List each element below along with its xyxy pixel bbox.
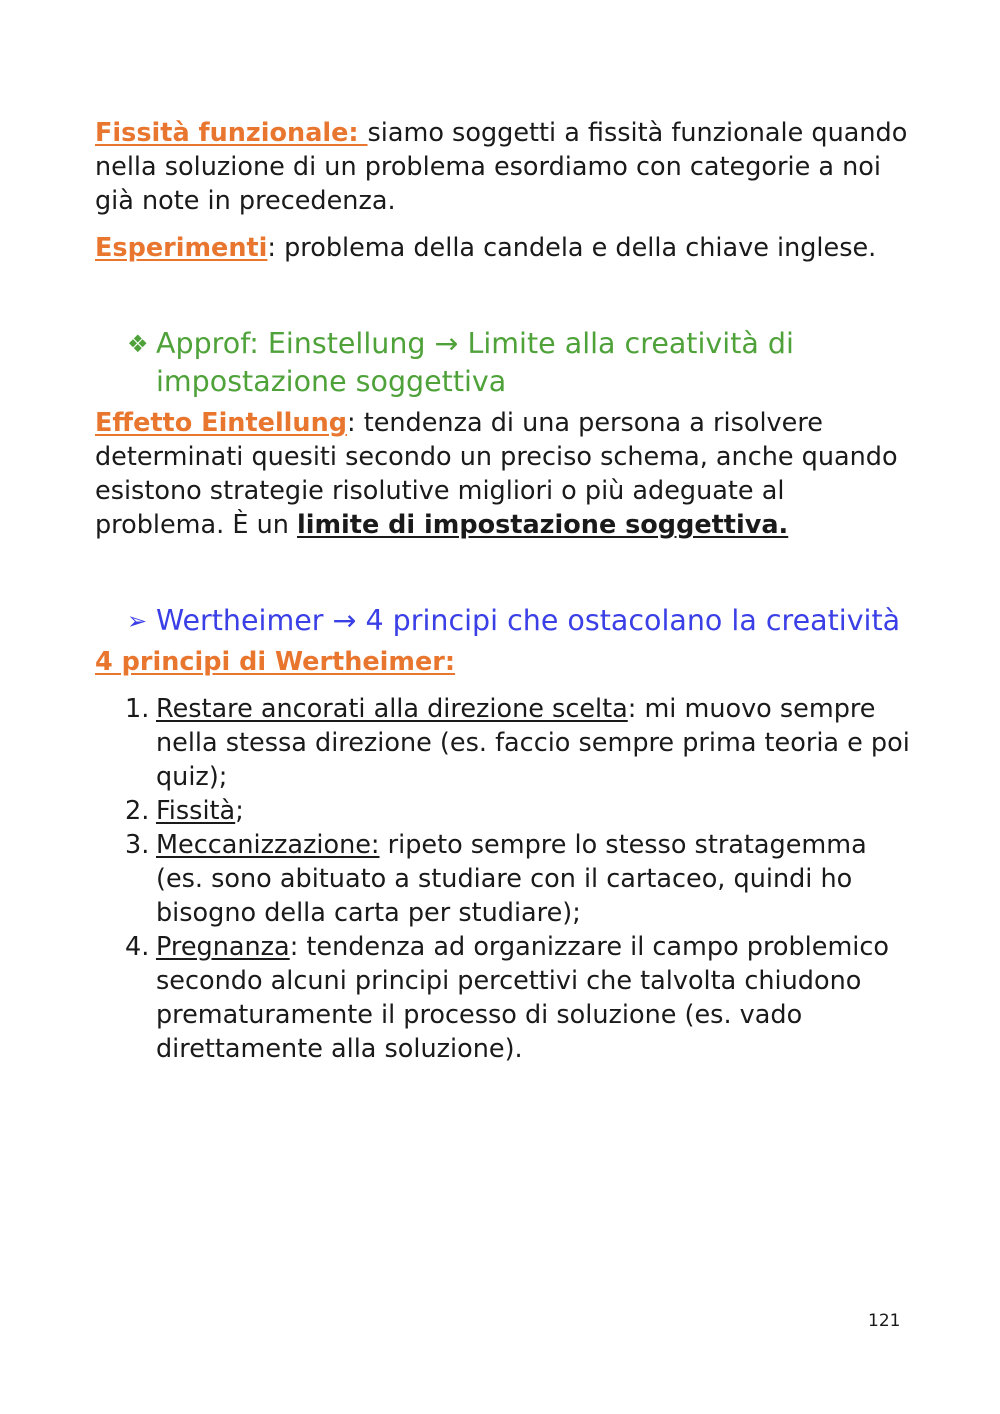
paragraph-effetto	[95, 406, 910, 542]
principi-list	[95, 692, 910, 1066]
arrow-bullet-icon: ➢	[127, 607, 148, 635]
list-item	[95, 794, 910, 828]
principi-title-line	[95, 645, 910, 679]
list-term: Pregnanza	[156, 932, 290, 962]
heading-einstellung-text: Approf: Einstellung → Limite alla creatività di impostazione soggettiva	[156, 327, 794, 398]
list-term: Restare ancorati alla direzione scelta	[156, 694, 628, 724]
list-number: 4.	[125, 932, 150, 962]
heading-wertheimer-text: Wertheimer → 4 principi che ostacolano la creatività	[156, 604, 901, 637]
list-term: Meccanizzazione:	[156, 830, 380, 860]
text-effetto: : tendenza di una persona a risolvere determinati quesiti secondo un preciso schema, anche quando esistono strategie risolutive migliori o più adeguate al problema. È un	[95, 408, 898, 540]
list-text: ripeto sempre lo stesso stratagemma (es. sono abituato a studiare con il cartaceo, quindi ho bisogno della carta per studiare);	[156, 830, 867, 928]
diamond-bullet-icon: ❖	[127, 330, 149, 358]
term-fissita: Fissità funzionale:	[95, 118, 368, 148]
heading-einstellung	[95, 325, 910, 401]
text-fissita: siamo soggetti a fissità funzionale quando nella soluzione di un problema esordiamo con categorie a noi già note in precedenza.	[95, 118, 908, 216]
list-number: 1.	[125, 694, 150, 724]
text-esperimenti: : problema della candela e della chiave inglese.	[267, 233, 877, 263]
list-text: : tendenza ad organizzare il campo problemico secondo alcuni principi percettivi che talvolta chiudono prematuramente il processo di soluzione (es. vado direttamente alla soluzione).	[156, 932, 890, 1064]
list-item	[95, 828, 910, 930]
list-number: 2.	[125, 796, 150, 826]
list-text: ;	[235, 796, 244, 826]
paragraph-esperimenti	[95, 231, 910, 265]
list-text: : mi muovo sempre nella stessa direzione (es. faccio sempre prima teoria e poi quiz);	[156, 694, 910, 792]
page-number: 121	[868, 1311, 901, 1331]
emphasis-limite: limite di impostazione soggettiva.	[297, 510, 789, 540]
term-effetto: Effetto Eintellung	[95, 408, 347, 438]
document-page	[95, 116, 910, 1066]
principi-title: 4 principi di Wertheimer:	[95, 647, 456, 677]
term-esperimenti: Esperimenti	[95, 233, 268, 263]
list-number: 3.	[125, 830, 150, 860]
list-item	[95, 692, 910, 794]
paragraph-fissita	[95, 116, 910, 218]
list-term: Fissità	[156, 796, 236, 826]
list-item	[95, 930, 910, 1066]
heading-wertheimer	[95, 602, 910, 640]
